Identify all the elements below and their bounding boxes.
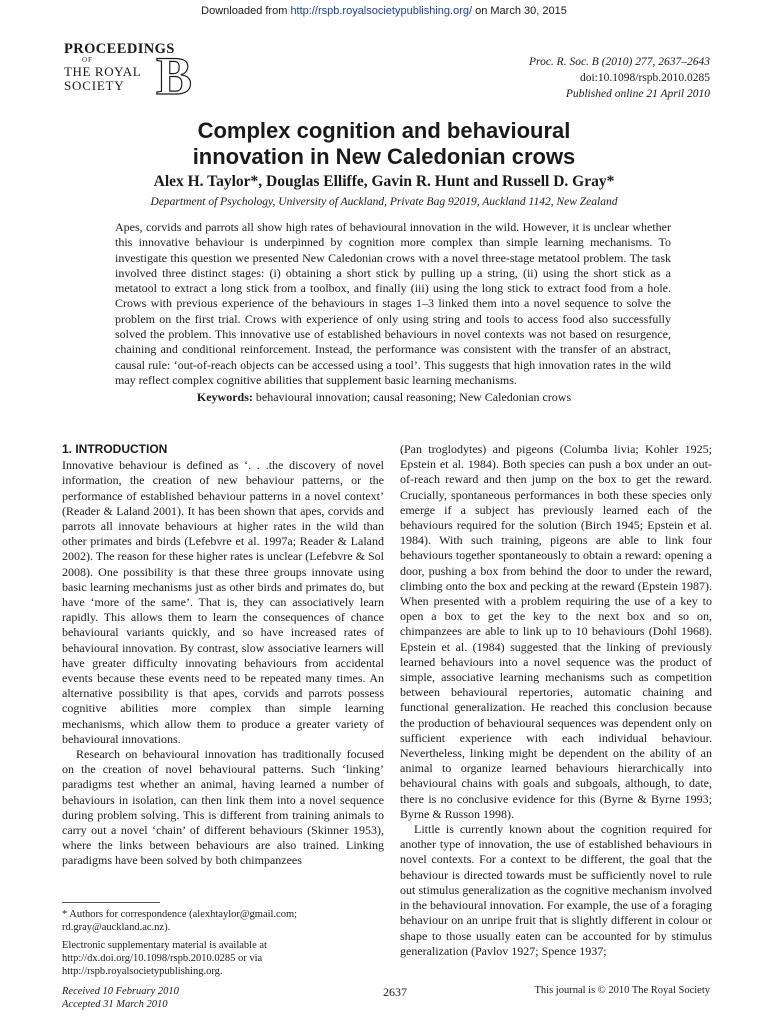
paragraph: Research on behavioural innovation has traditionally focused on the creation of novel behavioural patterns. Such ‘linking’ paradigms test whether an animal, having learned a number of behaviours in isolation, can then link them into a novel sequence during problem solving. This is different from training animals to carry out a novel ‘chain’ of different behaviours (Skinner 1953), where the links between behaviours are also trained. Linking paradigms have been solved by both chimpanzees	[62, 747, 384, 868]
download-notice	[0, 5, 768, 17]
received-date: Received 10 February 2010	[62, 986, 179, 997]
paragraph: Innovative behaviour is defined as ‘. . .the discovery of novel information, the creation of new behaviour patterns, or the performance of established behaviour patterns in a novel context’ (Reader & Laland 2001). It has been shown that apes, corvids and parrots all innovate behaviours at higher rates in the wild than other primates and birds (Lefebvre et al. 1997a; Reader & Laland 2002). The reason for these higher rates is unclear (Lefebvre & Sol 2008). One possibility is that these three groups innovate using basic learning mechanisms just as other birds and primates do, but have ‘more of the same’. That is, they can associatively learn rapidly. This allows them to learn the consequences of chance behavioural variants quickly, and so have increased rates of behavioural innovation. By contrast, slow associative learners will have greater difficulty innovating behaviours from accidental events because these events need to be repeated many times. An alternative possibility is that apes, corvids and parrots possess cognitive abilities more complex than simple learning mechanisms, which allow them to produce a greater variety of behavioural innovations.	[62, 458, 384, 746]
title-line-2: innovation in New Caledonian crows	[192, 144, 576, 169]
authors: Alex H. Taylor*, Douglas Elliffe, Gavin R. Hunt and Russell D. Gray*	[153, 173, 615, 190]
paragraph: (Pan troglodytes) and pigeons (Columba livia; Kohler 1925; Epstein et al. 1984). Both species can push a box under an out-of-reach reward and then jump on the box to get the reward. Crucially, spontaneous performances in both these species only emerge if a subject has previously learned each of the behaviours required for the solution (Birch 1945; Epstein et al. 1984). With such training, pigeons are able to link four behaviours together spontaneously to obtain a reward: opening a door, pushing a box from behind the door to under the reward, climbing onto the box and pecking at the reward (Epstein 1987). When presented with a problem requiring the use of a key to open a box to get the key to the next box and so on, chimpanzees are able to link up to 10 behaviours (Dohl 1968). Epstein et al. (1984) suggested that the linking of previously learned behaviours into a novel sequence was the product of simple, associative learning mechanisms such as competition between behavioural repertories, automatic chaining and functional generalization. He reached this conclusion because the production of behavioural sequences was dependent only on sufficient experience with each individual behaviour. Nevertheless, linking might be dependent on the ability of an animal to organize learned behaviours hierarchically into behavioural chains with goals and subgoals, although, to date, there is no conclusive evidence for this (Byrne & Byrne 1993; Byrne & Russon 1998).	[400, 442, 712, 821]
footnote-esm: Electronic supplementary material is available at http://dx.doi.org/10.1098/rspb.2010.0285 or via http://rspb.royalsocietypublishing.org.	[62, 940, 267, 977]
paragraph: Little is currently known about the cognition required for another type of innovation, the use of established behaviours in novel contexts. For a context to be different, the goal that the behaviour is directed towards must be sufficiently novel to rule out stimulus generalization as the cognitive mechanism involved in the behavioural innovation. For example, the use of a foraging behaviour on an unripe fruit that is slightly different in colour or shape to those usually eaten can be accounted for by stimulus generalization (Pavlov 1927; Spence 1937;	[400, 822, 712, 958]
title-line-1: Complex cognition and behavioural	[197, 118, 571, 143]
citation-block	[529, 54, 710, 102]
keywords-label: Keywords:	[196, 390, 253, 404]
abstract: Apes, corvids and parrots all show high rates of behavioural innovation in the wild. However, it is unclear whether this innovative behaviour is underpinned by cognition more complex than simple learning mechanisms. To investigate this question we presented New Caledonian crows with a novel three-stage metatool problem. The task involved three distinct stages: (i) obtaining a short stick by pulling up a string, (ii) using the short stick as a metatool to extract a long stick from a toolbox, and finally (iii) using the long stick to extract food from a hole. Crows with previous experience of the behaviours in stages 1–3 linked them into a novel sequence to solve the problem on the first trial. Crows with experience of only using string and tools to access food also successfully solved the problem. This innovative use of established behaviours in novel contexts was not based on resurgence, chaining and conditional reinforcement. Instead, the performance was consistent with the transfer of an abstract, causal rule: ‘out-of-reach objects can be accessed using a tool’. This suggests that high innovation rates in the wild may reflect complex cognitive abilities that supplement basic learning mechanisms.	[115, 220, 671, 387]
logo-the-royal: THE ROYAL	[64, 64, 142, 79]
keywords	[0, 390, 768, 405]
footnote-rule	[62, 902, 160, 903]
section-heading-introduction: 1. INTRODUCTION	[62, 442, 168, 456]
citation-published: Published online 21 April 2010	[565, 88, 710, 100]
citation-journal: Proc. R. Soc. B (2010) 277, 2637–2643	[529, 56, 710, 68]
footnotes	[62, 908, 384, 978]
journal-logo	[64, 41, 194, 106]
citation-doi: doi:10.1098/rspb.2010.0285	[579, 72, 710, 84]
page-number: 2637	[383, 985, 407, 999]
footnote-correspondence: * Authors for correspondence (alexhtaylor@gmail.com; rd.gray@auckland.ac.nz).	[62, 909, 298, 933]
download-link[interactable]: http://rspb.royalsocietypublishing.org/	[290, 5, 473, 17]
column-left	[62, 442, 384, 869]
download-suffix: on March 30, 2015	[472, 5, 567, 17]
logo-proceedings: PROCEEDINGS	[64, 41, 175, 57]
affiliation: Department of Psychology, University of Auckland, Private Bag 92019, Auckland 1142, New Zealand	[150, 196, 618, 208]
received-accepted	[62, 985, 179, 1011]
keywords-text: behavioural innovation; causal reasoning; New Caledonian crows	[252, 390, 572, 404]
logo-of: OF	[82, 56, 93, 64]
logo-society: SOCIETY	[64, 78, 125, 93]
accepted-date: Accepted 31 March 2010	[62, 999, 168, 1010]
logo-letter-b: B	[156, 46, 193, 106]
download-prefix: Downloaded from	[201, 5, 291, 17]
column-right	[400, 442, 712, 959]
article-title	[0, 118, 768, 170]
copyright: This journal is © 2010 The Royal Society	[534, 985, 710, 996]
